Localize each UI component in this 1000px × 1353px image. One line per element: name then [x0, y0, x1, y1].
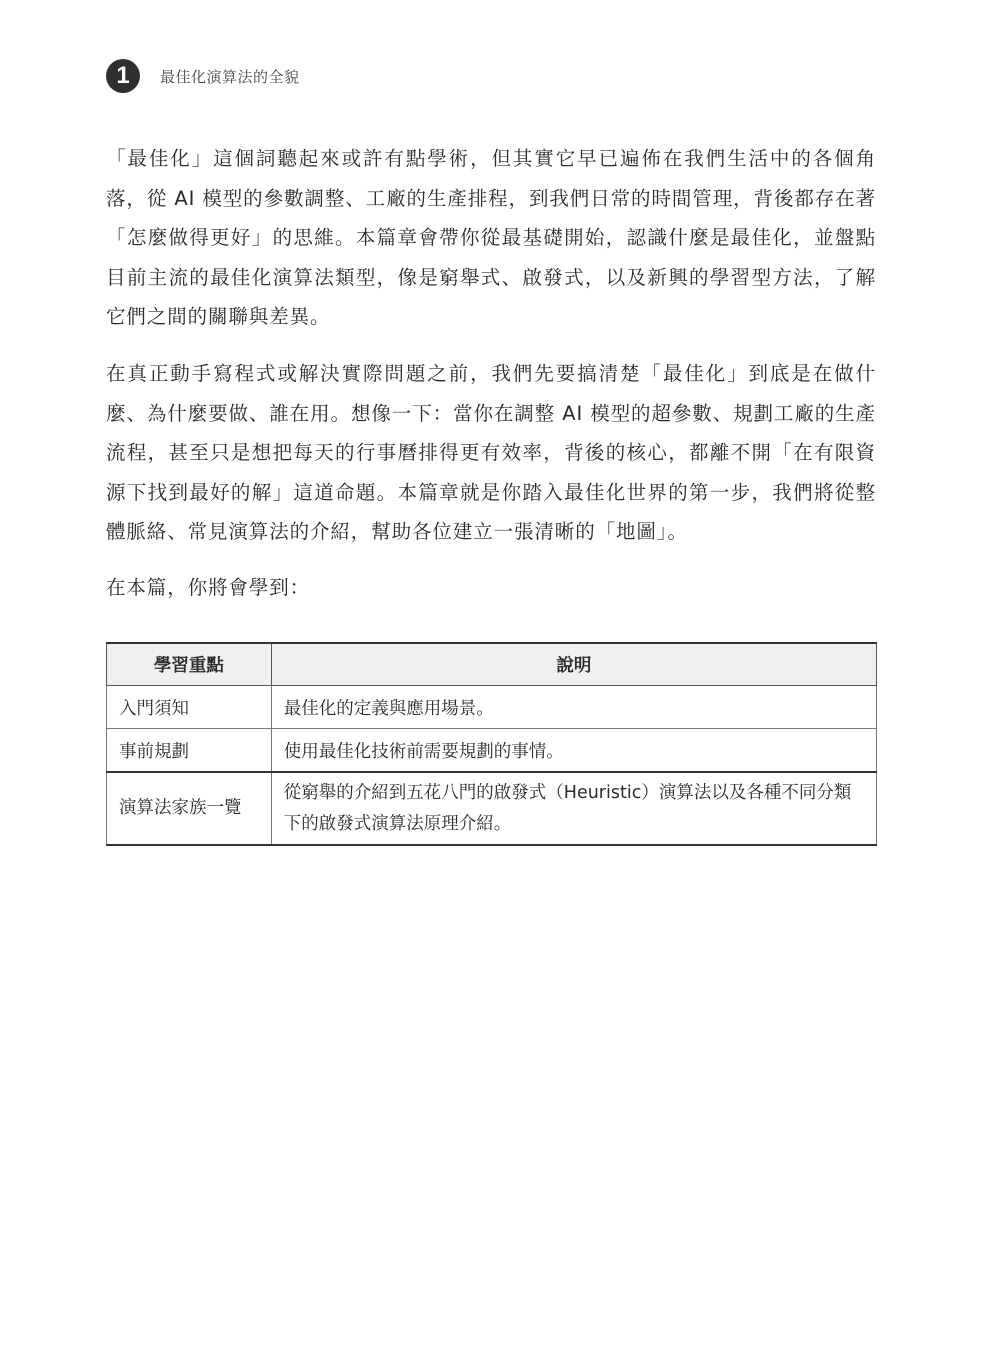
- learning-intro-text: 在本篇，你將會學到：: [106, 576, 311, 599]
- row-description: 從窮舉的介紹到五花八門的啟發式（Heuristic）演算法以及各種不同分類下的啟發式演算法原理介紹。: [271, 772, 876, 845]
- row-description: 使用最佳化技術前需要規劃的事情。: [271, 729, 876, 773]
- row-topic: 事前規劃: [107, 729, 272, 773]
- table-row: [107, 729, 877, 773]
- chapter-title: 最佳化演算法的全貌: [160, 67, 300, 86]
- header-learning-point: 學習重點: [107, 643, 272, 686]
- chapter-header: [106, 58, 300, 94]
- row-description: 最佳化的定義與應用場景。: [271, 686, 876, 729]
- learning-points-table: [106, 642, 877, 846]
- header-description: 說明: [271, 643, 876, 686]
- intro-paragraph-1: 「最佳化」這個詞聽起來或許有點學術，但其實它早已遍佈在我們生活中的各個角落，從 AI 模型的參數調整、工廠的生產排程，到我們日常的時間管理，背後都存在著「怎麼做得更好」的思維。本篇章會帶你從最基礎開始，認識什麼是最佳化，並盤點目前主流的最佳化演算法類型，像是窮舉式、啟發式，以及新興的學習型方法，了解它們之間的關聯與差異。: [106, 147, 876, 328]
- table-row: [107, 686, 877, 729]
- table-header-row: [107, 643, 877, 686]
- intro-paragraph-2: 在真正動手寫程式或解決實際問題之前，我們先要搞清楚「最佳化」到底是在做什麼、為什麼要做、誰在用。想像一下：當你在調整 AI 模型的超參數、規劃工廠的生產流程，甚至只是想把每天的行事曆排得更有效率，背後的核心，都離不開「在有限資源下找到最好的解」這道命題。本篇章就是你踏入最佳化世界的第一步，我們將從整體脈絡、常見演算法的介紹，幫助各位建立一張清晰的「地圖」。: [106, 362, 876, 543]
- chapter-number-badge: 1: [106, 59, 140, 93]
- row-topic: 入門須知: [107, 686, 272, 729]
- row-topic: 演算法家族一覽: [107, 772, 272, 845]
- table-row: [107, 772, 877, 845]
